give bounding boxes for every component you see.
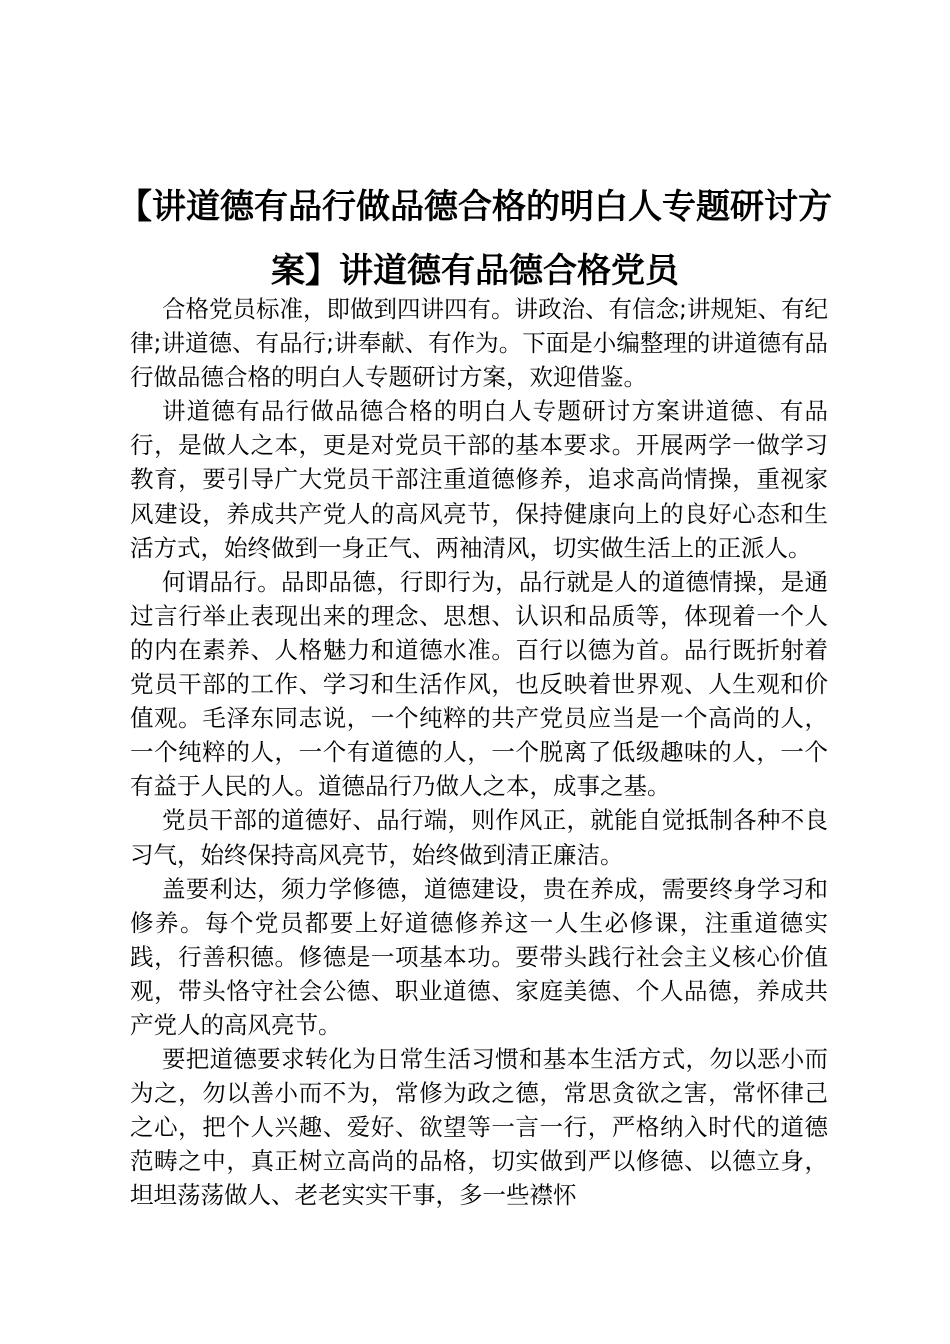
document-body <box>130 292 828 1213</box>
paragraph: 要把道德要求转化为日常生活习惯和基本生活方式，勿以恶小而为之，勿以善小而不为，常修为政之德，常思贪欲之害，常怀律己之心，把个人兴趣、爱好、欲望等一言一行，严格纳入时代的道德范畴之中，真正树立高尚的品格，切实做到严以修德、以德立身，坦坦荡荡做人、老老实实干事，多一些襟怀 <box>130 1045 828 1210</box>
document-title: 【讲道德有品行做品德合格的明白人专题研讨方案】讲道德有品德合格党员 <box>118 187 832 291</box>
paragraph: 何谓品行。品即品德，行即行为，品行就是人的道德情操，是通过言行举止表现出来的理念、思想、认识和品质等，体现着一个人的内在素养、人格魅力和道德水准。百行以德为首。品行既折射着党员干部的工作、学习和生活作风，也反映着世界观、人生观和价值观。毛泽东同志说，一个纯粹的共产党员应当是一个高尚的人，一个纯粹的人，一个有道德的人，一个脱离了低级趣味的人，一个有益于人民的人。道德品行乃做人之本，成事之基。 <box>130 567 828 801</box>
paragraph: 盖要利达，须力学修德，道德建设，贵在养成，需要终身学习和修养。每个党员都要上好道德修养这一人生必修课，注重道德实践，行善积德。修德是一项基本功。要带头践行社会主义核心价值观，带头恪守社会公德、职业道德、家庭美德、个人品德，养成共产党人的高风亮节。 <box>130 874 828 1039</box>
paragraph: 讲道德有品行做品德合格的明白人专题研讨方案讲道德、有品行，是做人之本，更是对党员干部的基本要求。开展两学一做学习教育，要引导广大党员干部注重道德修养，追求高尚情操，重视家风建设，养成共产党人的高风亮节，保持健康向上的良好心态和生活方式，始终做到一身正气、两袖清风，切实做生活上的正派人。 <box>130 397 828 562</box>
paragraph: 党员干部的道德好、品行端，则作风正，就能自觉抵制各种不良习气，始终保持高风亮节，始终做到清正廉洁。 <box>130 806 828 869</box>
paragraph: 合格党员标准，即做到四讲四有。讲政治、有信念;讲规矩、有纪律;讲道德、有品行;讲奉献、有作为。下面是小编整理的讲道德有品行做品德合格的明白人专题研讨方案，欢迎借鉴。 <box>130 295 828 392</box>
